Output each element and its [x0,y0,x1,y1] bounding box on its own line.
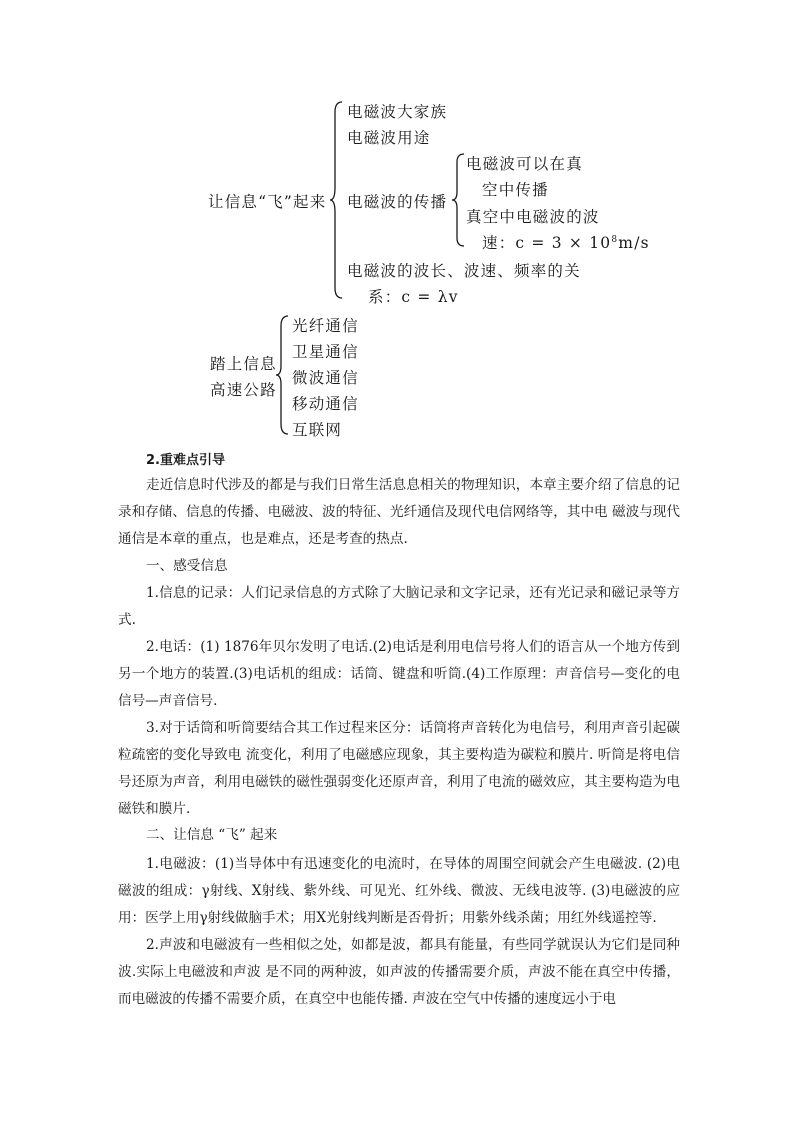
tree1-item: 电磁波的波长、波速、频率的关 [347,262,581,280]
tree1-sub-item [482,231,650,253]
tree1-item [368,285,459,307]
tree2-item: 移动通信 [292,395,359,413]
tree2-brace [276,314,290,436]
tree1-brace [330,100,344,300]
section-heading: 2.重难点引导 [146,453,225,468]
tree1-root: 让信息“飞”起来 [208,193,327,211]
tree1-item: 电磁波大家族 [347,103,448,121]
tree1-sub-brace [452,152,466,248]
paragraph-4: 1.电磁波：(1)当导体中有迅速变化的电流时，在导体的周围空间就会产生电磁波. (2)电磁波的组成：γ射线、X射线、紫外线、可见光、红外线、微波、无线电波等. (3)电磁波的应用：医学上用γ射线做脑手术；用X光射线判断是否骨折；用紫外线杀菌；用红外线遥控等. [118,856,680,926]
paragraph-5: 2.声波和电磁波有一些相似之处，如都是波，都具有能量，有些同学就误认为它们是同种波.实际上电磁波和声波 是不同的两种波，如声波的传播需要介质，声波不能在真空中传播，而电磁波的传播不需要介质，在真空中也能传播. 声波在空气中传播的速度远小于电 [118,937,680,1007]
paragraph-intro: 走近信息时代涉及的都是与我们日常生活息息相关的物理知识，本章主要介绍了信息的记录和存储、信息的传播、电磁波、波的特征、光纤通信及现代电信网络等，其中电 磁波与现代通信是本章的重点，也是难点，还是考查的热点. [118,477,680,547]
tree2-item: 光纤通信 [292,317,359,335]
tree1-sub-item: 电磁波可以在真 [466,155,583,173]
paragraph-2: 2.电话：(1) 1876年贝尔发明了电话.(2)电话是利用电信号将人们的语言从一个地方传到另一个地方的装置.(3)电话机的组成：话筒、键盘和听筒.(4)工作原理：声音信号—变化的电信号—声音信号. [118,639,680,709]
tree1-sub-item: 空中传播 [482,181,549,199]
tree1-item: 电磁波用途 [347,129,431,147]
paragraph-3: 3.对于话筒和听筒要结合其工作过程来区分：话筒将声音转化为电信号，利用声音引起碳粒疏密的变化导致电 流变化，利用了电磁感应现象，其主要构造为碳粒和膜片. 听筒是将电信号还原为声音，利用电磁铁的磁性强弱变化还原声音，利用了电流的磁效应，其主要构造为电磁铁和膜片. [118,720,680,817]
part2-title: 二、让信息 “飞” 起来 [146,827,278,843]
tree2-item: 卫星通信 [292,343,359,361]
formula-c-lambda-v: 系：c = λv [368,288,459,306]
tree2-root-line1: 踏上信息 [210,355,277,373]
tree1-item: 电磁波的传播 [347,193,448,211]
paragraph-1: 1.信息的记录：人们记录信息的方式除了大脑记录和文字记录，还有光记录和磁记录等方式. [118,585,680,628]
tree1-sub-item: 真空中电磁波的波 [466,208,600,226]
tree2-root-line2: 高速公路 [210,381,277,399]
part1-title: 一、感受信息 [146,558,228,574]
tree2-item: 微波通信 [292,369,359,387]
unit: m/s [618,234,650,252]
formula-speed: 速：c = 3 × 10 [482,234,612,252]
tree2-item: 互联网 [292,421,343,439]
exponent: 8 [611,235,619,245]
